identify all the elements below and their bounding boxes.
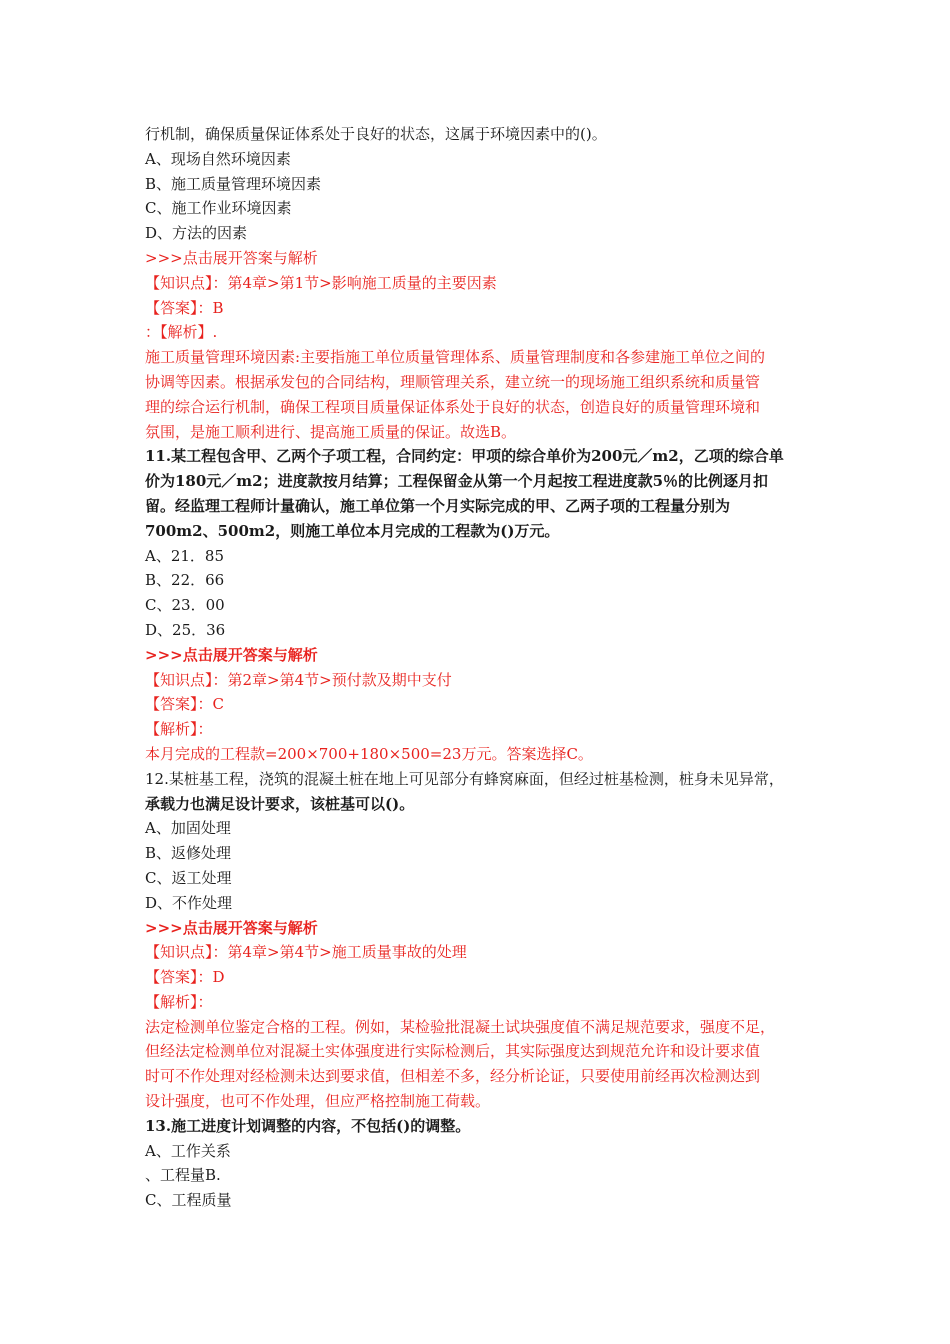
option-d: D、不作处理 (145, 893, 233, 912)
answer: 【答案】：D (145, 968, 225, 987)
knowledge-point: 【知识点】：第4章>第4节>施工质量事故的处理 (145, 943, 467, 962)
text-line: 行机制，确保质量保证体系处于良好的状态，这属于环境因素中的()。 (145, 125, 607, 143)
analysis-label: 【解析】： (145, 992, 213, 1011)
analysis-text: 理的综合运行机制，确保工程项目质量保证体系处于良好的状态，创造良好的质量管理环境和 (145, 397, 761, 416)
question-11: 价为180元／m2；进度款按月结算；工程保留金从第一个月起按工程进度款5％的比例逐月扣 (145, 472, 769, 491)
analysis-text: 施工质量管理环境因素:主要指施工单位质量管理体系、质量管理制度和各参建施工单位之间的 (145, 348, 766, 367)
option-c: C、工程质量 (145, 1191, 232, 1210)
question-13: 13.施工进度计划调整的内容，不包括()的调整。 (145, 1116, 471, 1135)
answer: 【答案】：C (145, 695, 224, 714)
option-b: B、22．66 (145, 571, 225, 590)
option-a: A、现场自然环境因素 (145, 149, 291, 168)
question-11: 留。经监理工程师计量确认，施工单位第一个月实际完成的甲、乙两子项的工程量分别为 (145, 496, 731, 515)
question-11: 11.某工程包含甲、乙两个子项工程，合同约定：甲项的综合单价为200元／m2，乙项的综合单 (145, 447, 784, 466)
analysis-text: 氛围，是施工顺利进行、提高施工质量的保证。故选B。 (145, 422, 517, 441)
option-a: A、加固处理 (145, 819, 231, 838)
option-d: D、25．36 (145, 620, 226, 639)
expand-answer-link[interactable]: >>>点击展开答案与解析 (145, 248, 318, 267)
question-11: 700m2、500m2，则施工单位本月完成的工程款为()万元。 (145, 521, 560, 540)
option-b: 、工程量B. (145, 1166, 221, 1185)
option-d: D、方法的因素 (145, 224, 248, 243)
knowledge-point: 【知识点】：第4章>第1节>影响施工质量的主要因素 (145, 273, 497, 292)
document-page (145, 122, 825, 1213)
expand-answer-link[interactable]: >>>点击展开答案与解析 (145, 918, 318, 937)
option-a: A、21．85 (145, 546, 225, 565)
question-12: 12.某桩基工程，浇筑的混凝土桩在地上可见部分有蜂窝麻面，但经过桩基检测，桩身未见异常， (145, 769, 784, 788)
analysis-label: 【解析】： (145, 720, 213, 739)
option-b: B、返修处理 (145, 844, 232, 863)
analysis-text: 设计强度，也可不作处理，但应严格控制施工荷载。 (145, 1092, 491, 1111)
option-c: C、返工处理 (145, 868, 232, 887)
analysis-text: 本月完成的工程款=200×700+180×500=23万元。答案选择C。 (145, 744, 593, 763)
analysis-label: ：【解析】. (145, 323, 218, 342)
option-a: A、工作关系 (145, 1141, 231, 1160)
question-12: 承载力也满足设计要求，该桩基可以()。 (145, 794, 415, 813)
answer: 【答案】：B (145, 298, 224, 317)
analysis-text: 但经法定检测单位对混凝土实体强度进行实际检测后，其实际强度达到规范允许和设计要求值 (145, 1042, 761, 1061)
option-c: C、施工作业环境因素 (145, 199, 292, 218)
option-c: C、23．00 (145, 596, 225, 615)
knowledge-point: 【知识点】：第2章>第4节>预付款及期中支付 (145, 670, 452, 689)
analysis-text: 协调等因素。根据承发包的合同结构，理顺管理关系，建立统一的现场施工组织系统和质量管 (145, 372, 761, 391)
analysis-text: 法定检测单位鉴定合格的工程。例如，某检验批混凝土试块强度值不满足规范要求，强度不足， (145, 1017, 776, 1036)
option-b: B、施工质量管理环境因素 (145, 174, 322, 193)
analysis-text: 时可不作处理对经检测未达到要求值，但相差不多，经分析论证，只要使用前经再次检测达到 (145, 1067, 761, 1086)
expand-answer-link[interactable]: >>>点击展开答案与解析 (145, 645, 318, 664)
